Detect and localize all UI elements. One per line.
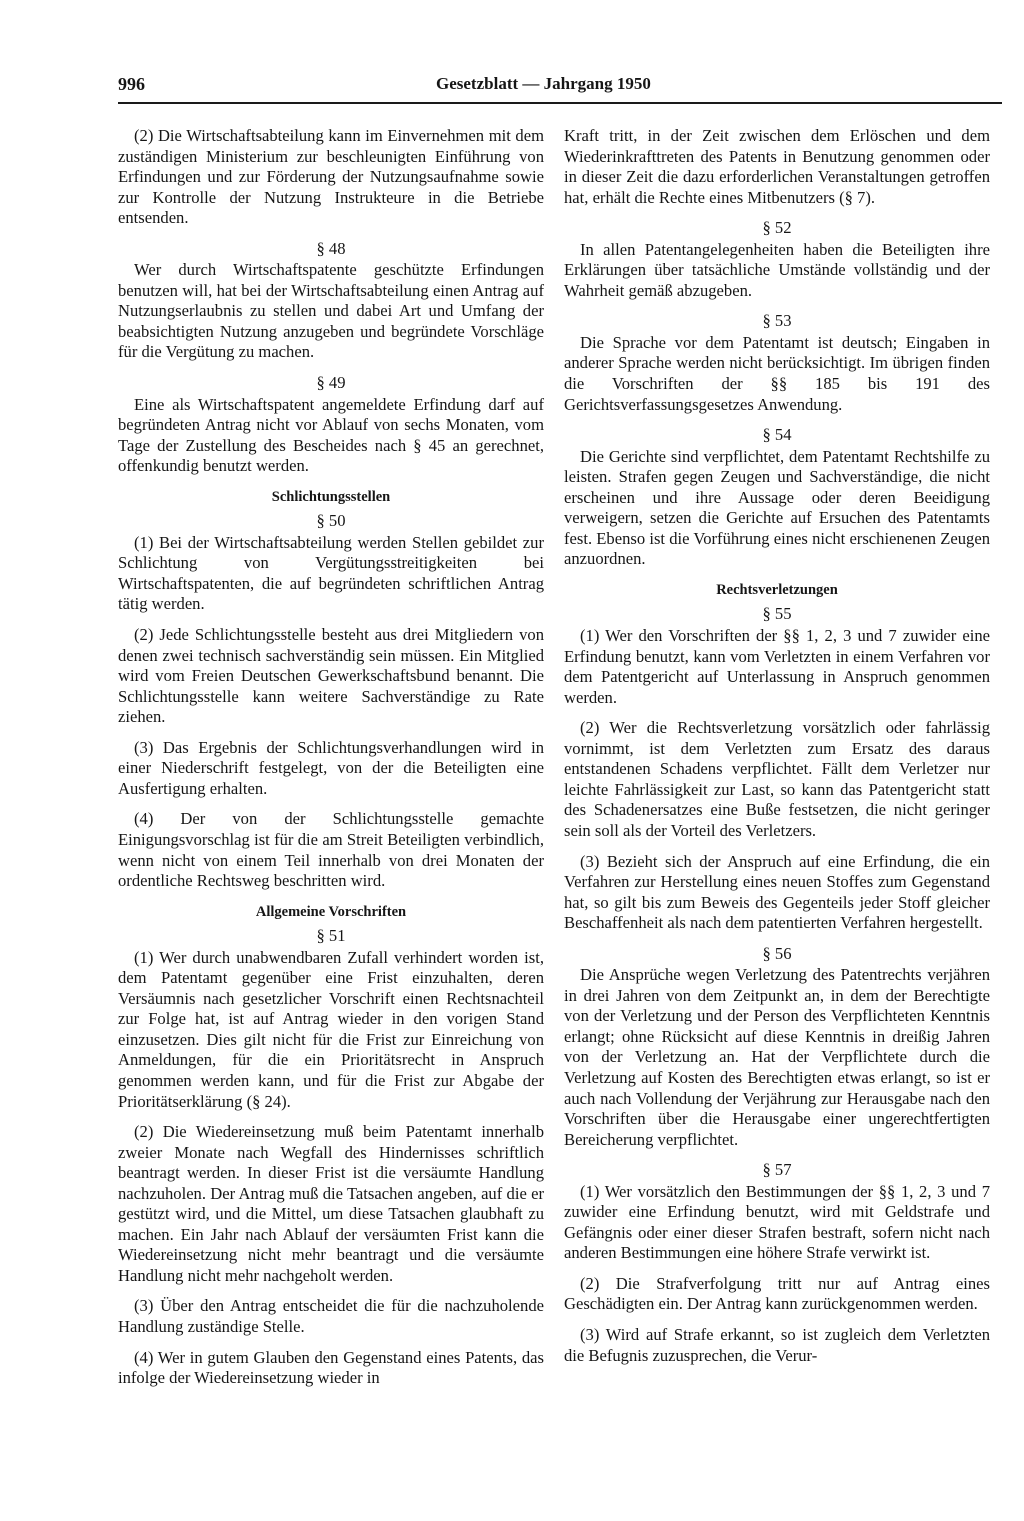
paragraph: (1) Wer durch unabwendbaren Zufall verhindert worden ist, dem Patentamt gegenüber eine Frist einzuhalten, deren Versäumnis nach gesetzlicher Vorschrift einen Rechtsnachteil zur Folge hat, ist auf Antrag wieder in den vorigen Stand einzusetzen. Dies gilt nicht für die Frist zur Einreichung von Anmeldungen, für die ein Prioritätsrecht in Anspruch genommen werden kann, und für die Frist zur Abgabe der Prioritätserklärung (§ 24). [118,947,544,1111]
paragraph: (3) Über den Antrag entscheidet die für die nachzuholende Handlung zuständige Stelle. [118,1296,544,1336]
paragraph: (4) Wer in gutem Glauben den Gegenstand eines Patents, das infolge der Wiedereinsetzung wieder in [118,1347,544,1388]
paragraph: (3) Bezieht sich der Anspruch auf eine Erfindung, die ein Verfahren zur Herstellung eines neuen Stoffes zum Gegenstand hat, so gilt bis zum Beweis des Gegenteils jeder Stoff gleicher Beschaffenheit als nach dem patentierten Verfahren hergestellt. [564,851,990,933]
section-heading: Rechtsverletzungen [716,581,838,598]
paragraph: Die Gerichte sind verpflichtet, dem Patentamt Rechtshilfe zu leisten. Strafen gegen Zeugen und Sachverständige, die nicht erscheinen und ihre Aussage oder deren Beeidigung verweigern, setzen die Gerichte auf Ersuchen des Patentamts fest. Ebenso ist die Vorführung eines nicht erschienenen Zeugen anzuordnen. [564,446,990,569]
paragraph: (1) Wer vorsätzlich den Bestimmungen der §§ 1, 2, 3 und 7 zuwider eine Erfindung benutzt, wird mit Geldstrafe und Gefängnis oder einer dieser Strafen bestraft, sofern nicht nach anderen Bestimmungen eine höhere Strafe verwirkt ist. [564,1181,990,1263]
paragraph: (4) Der von der Schlichtungsstelle gemachte Einigungsvorschlag ist für die am Streit Beteiligten verbindlich, wenn nicht von einem Teil innerhalb von drei Monaten der ordentliche Rechtsweg beschritten wird. [118,809,544,891]
section-heading: Allgemeine Vorschriften [255,903,407,920]
paragraph: Eine als Wirtschaftspatent angemeldete Erfindung darf auf begründeten Antrag nicht vor Ablauf von sechs Monaten, vom Tage der Zustellung des Bescheides nach § 45 an gerechnet, offenkundig benutzt werden. [118,394,544,476]
paragraph: (1) Wer den Vorschriften der §§ 1, 2, 3 und 7 zuwider eine Erfindung benutzt, kann vom Verletzten in einem Verfahren vor dem Patentgericht auf Unterlassung in Anspruch genommen werden. [564,626,990,707]
paragraph: (2) Die Wirtschaftsabteilung kann im Einvernehmen mit dem zuständigen Ministerium zur beschleunigten Einführung von Erfindungen und zur Förderung der Nutzungsaufnahme sowie zur Kontrolle der Nutzung Instrukteure in die Betriebe entsenden. [118,126,544,228]
section-number: § 55 [762,604,792,624]
paragraph: Wer durch Wirtschaftspatente geschützte Erfindungen benutzen will, hat bei der Wirtschaftsabteilung einen Antrag auf Nutzungserlaubnis zu stellen und dabei Art und Umfang der beabsichtigten Nutzung anzugeben und begründete Vorschläge für die Vergütung zu machen. [118,260,544,362]
page-header [118,68,1002,104]
paragraph: Die Sprache vor dem Patentamt ist deutsch; Eingaben in anderer Sprache werden nicht berücksichtigt. Im übrigen finden die Vorschriften der §§ 185 bis 191 des Gerichtsverfassungsgesetzes Anwendung. [564,332,990,414]
paragraph: Die Ansprüche wegen Verletzung des Patentrechts verjähren in drei Jahren von dem Zeitpunkt an, in dem der Berechtigte von der Verletzung und der Person des Verpflichteten Kenntnis erlangt; ohne Rücksicht auf diese Kenntnis in dreißig Jahren von der Verletzung an. Hat der Verpflichtete durch die Verletzung auf Kosten des Berechtigten etwas erlangt, so ist er auch nach Vollendung der Verjährung zur Herausgabe nach den Vorschriften über die Herausgabe einer ungerechtfertigten Bereicherung verpflichtet. [564,965,990,1149]
section-number: § 57 [762,1160,792,1180]
paragraph: (2) Die Strafverfolgung tritt nur auf Antrag eines Geschädigten ein. Der Antrag kann zurückgenommen werden. [564,1273,990,1314]
running-title: Gesetzblatt — Jahrgang 1950 [436,74,651,93]
section-number: § 56 [762,943,792,963]
section-number: § 48 [316,238,346,258]
section-number: § 54 [762,425,792,445]
section-heading: Schlichtungsstellen [271,488,391,505]
section-number: § 50 [316,511,346,531]
paragraph: (3) Wird auf Strafe erkannt, so ist zugleich dem Verletzten die Befugnis zuzusprechen, die Verur- [564,1324,990,1365]
section-number: § 53 [762,311,792,331]
paragraph-continuation: Kraft tritt, in der Zeit zwischen dem Erlöschen und dem Wiederinkrafttreten des Patents in Benutzung genommen oder in dieser Zeit die dazu erforderlichen Veranstaltungen getroffen hat, erhält die Rechte eines Mitbenutzers (§ 7). [564,126,990,207]
section-number: § 51 [316,926,346,946]
right-column [564,126,990,1376]
paragraph: (2) Wer die Rechtsverletzung vorsätzlich oder fahrlässig vornimmt, ist dem Verletzten zum Ersatz des daraus entstandenen Schadens verpflichtet. Fällt dem Verletzer nur leichte Fahrlässigkeit zur Last, so kann das Patentgericht statt des Schadenersatzes eine Buße festsetzen, die nicht geringer sein soll als der Vorteil des Verletzers. [564,718,990,840]
paragraph: In allen Patentangelegenheiten haben die Beteiligten ihre Erklärungen über tatsächliche Umstände vollständig und der Wahrheit gemäß abzugeben. [564,239,990,300]
paragraph: (3) Das Ergebnis der Schlichtungsverhandlungen wird in einer Niederschrift festgelegt, von der die Beteiligten eine Ausfertigung erhalten. [118,737,544,798]
paragraph: (2) Die Wiedereinsetzung muß beim Patentamt innerhalb zweier Monate nach Wegfall des Hindernisses schriftlich beantragt werden. In dieser Frist ist die versäumte Handlung nachzuholen. Der Antrag muß die Tatsachen angeben, auf die er gestützt wird, und die Mittel, um diese Tatsachen glaubhaft zu machen. Ein Jahr nach Ablauf der versäumten Frist kann die Wiedereinsetzung nicht mehr beantragt und die versäumte Handlung nicht mehr nachgeholt werden. [118,1122,544,1285]
paragraph: (1) Bei der Wirtschaftsabteilung werden Stellen gebildet zur Schlichtung von Vergütungsstreitigkeiten bei Wirtschaftspatenten, die auf begründeten schriftlichen Antrag tätig werden. [118,532,544,614]
section-number: § 49 [316,373,346,393]
page-number: 996 [118,74,145,94]
section-number: § 52 [762,218,792,238]
paragraph: (2) Jede Schlichtungsstelle besteht aus drei Mitgliedern von denen zwei technisch sachverständig sein müssen. Ein Mitglied wird vom Freien Deutschen Gewerkschaftsbund benannt. Die Schlichtungsstelle kann weitere Sachverständige zu Rate ziehen. [118,625,544,727]
left-column [118,126,544,1399]
